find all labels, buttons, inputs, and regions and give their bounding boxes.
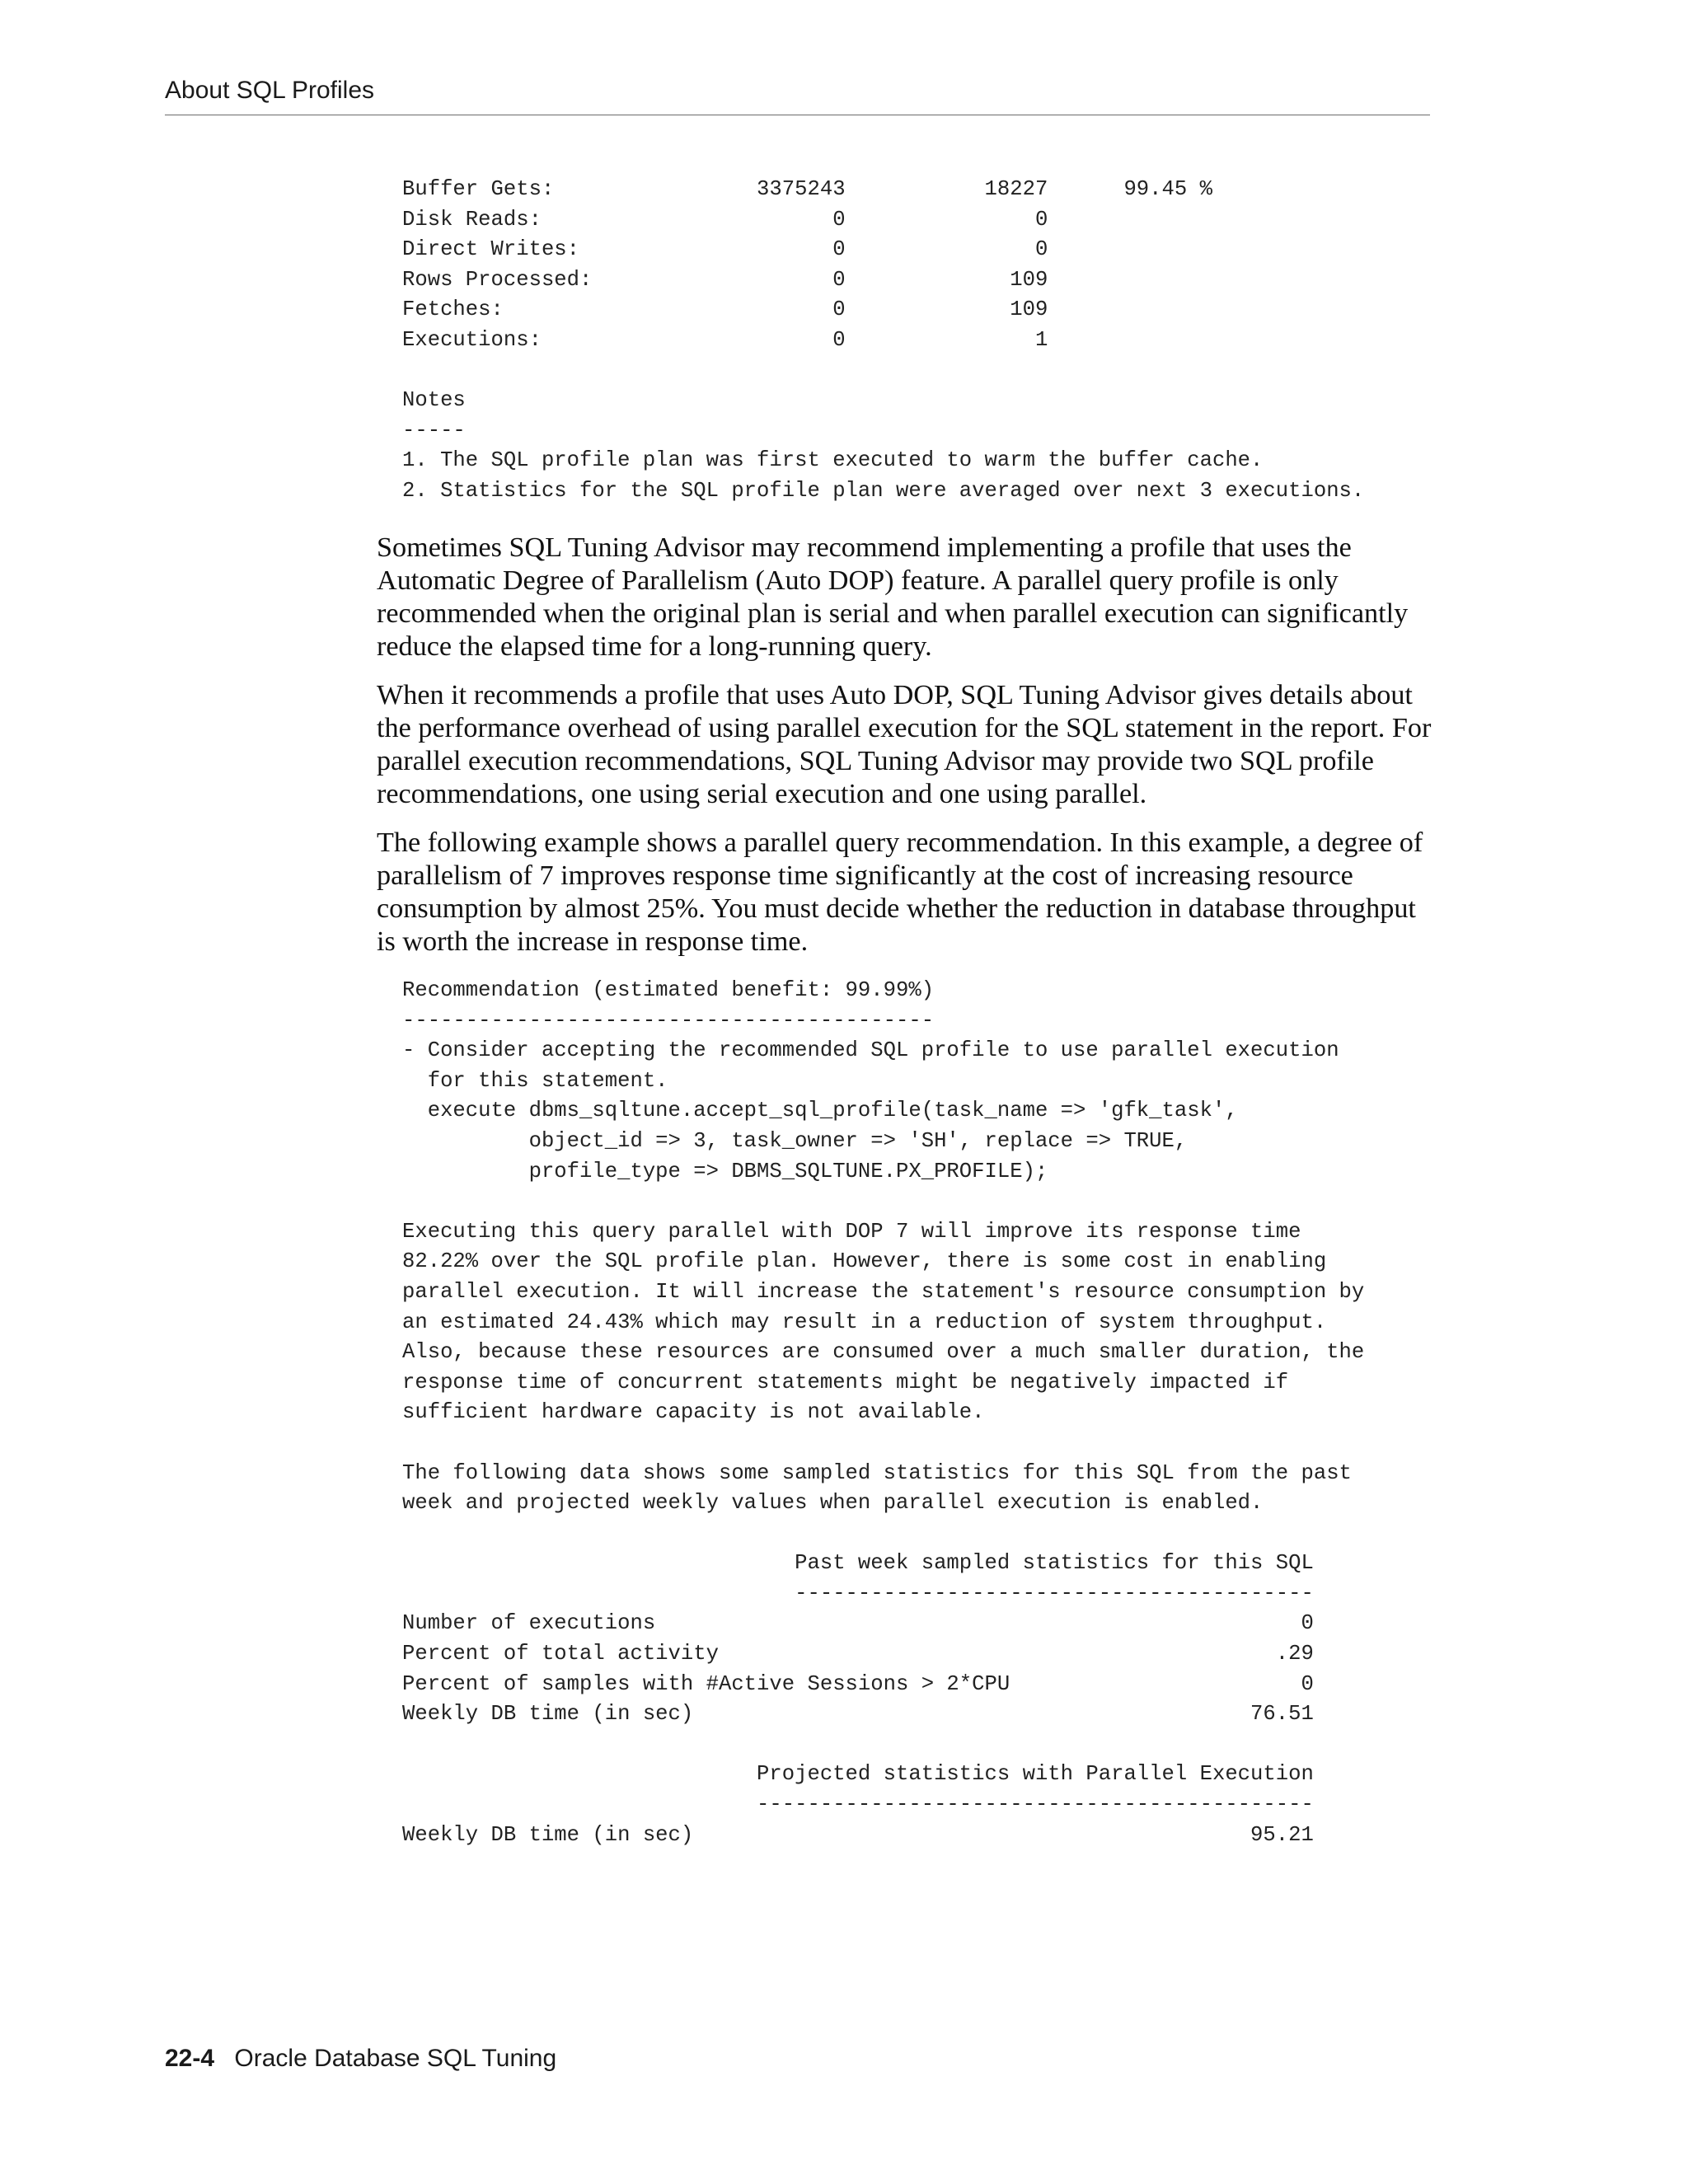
running-header-title: About SQL Profiles (165, 77, 375, 104)
page-number: 22-4 (165, 2045, 215, 2072)
statistics-code-block: Buffer Gets: 3375243 18227 99.45 % Disk Reads: 0 0 Direct Writes: 0 0 Rows Processed: 0 109 Fetches: 0 109 Executions: 0 1 Notes ----- 1. The SQL profile plan was first executed to warm the buffer cache. 2. Statistics for the SQL profile plan were averaged over next 3 executions. (402, 177, 1365, 503)
paragraph-parallel-example: The following example shows a parallel query recommendation. In this example, a degree of parallelism of 7 improves response time significantly at the cost of increasing resource consumption by almost 25%. You must decide whether the reduction in database throughput is worth the increase in response time. (377, 827, 1423, 957)
paragraph-auto-dop-intro: Sometimes SQL Tuning Advisor may recommend implementing a profile that uses the Automatic Degree of Parallelism (Auto DOP) feature. A parallel query profile is only recommended when the original plan is serial and when parallel execution can significantly reduce the elapsed time for a long-running query. (377, 532, 1409, 662)
recommendation-code-block: Recommendation (estimated benefit: 99.99%) ------------------------------------------ - Consider accepting the recommended SQL profile to use parallel execution for this statement. execute dbms_sqltune.accept_sql_profile(task_name => 'gfk_task', object_id => 3, task_owner => 'SH', replace => TRUE, profile_type => DBMS_SQLTUNE.PX_PROFILE); Executing this query parallel with DOP 7 will improve its response time 82.22% over the SQL profile plan. However, there is some cost in enabling parallel execution. It will increase the statement's resource consumption by an estimated 24.43% which may result in a reduction of system throughput. Also, because these resources are consumed over a much smaller duration, the response time of concurrent statements might be negatively impacted if sufficient hardware capacity is not available. The following data shows some sampled statistics for this SQL from the past week and projected weekly values when parallel execution is enabled. Past week sampled statistics for this SQL ----------------------------------------- Number of executions 0 Percent of total activity .29 Percent of samples with #Active Sessions > 2*CPU 0 Weekly DB time (in sec) 76.51 Projected statistics with Parallel Execution -------------------------------------------- Weekly DB time (in sec) 95.21 (402, 978, 1365, 1847)
paragraph-auto-dop-details: When it recommends a profile that uses Auto DOP, SQL Tuning Advisor gives details about the performance overhead of using parallel execution for the SQL statement in the report. For parallel execution recommendations, SQL Tuning Advisor may provide two SQL profile recommendations, one using serial execution and one using parallel. (377, 680, 1432, 809)
page-footer (165, 2044, 556, 2074)
book-title: Oracle Database SQL Tuning (234, 2045, 557, 2072)
